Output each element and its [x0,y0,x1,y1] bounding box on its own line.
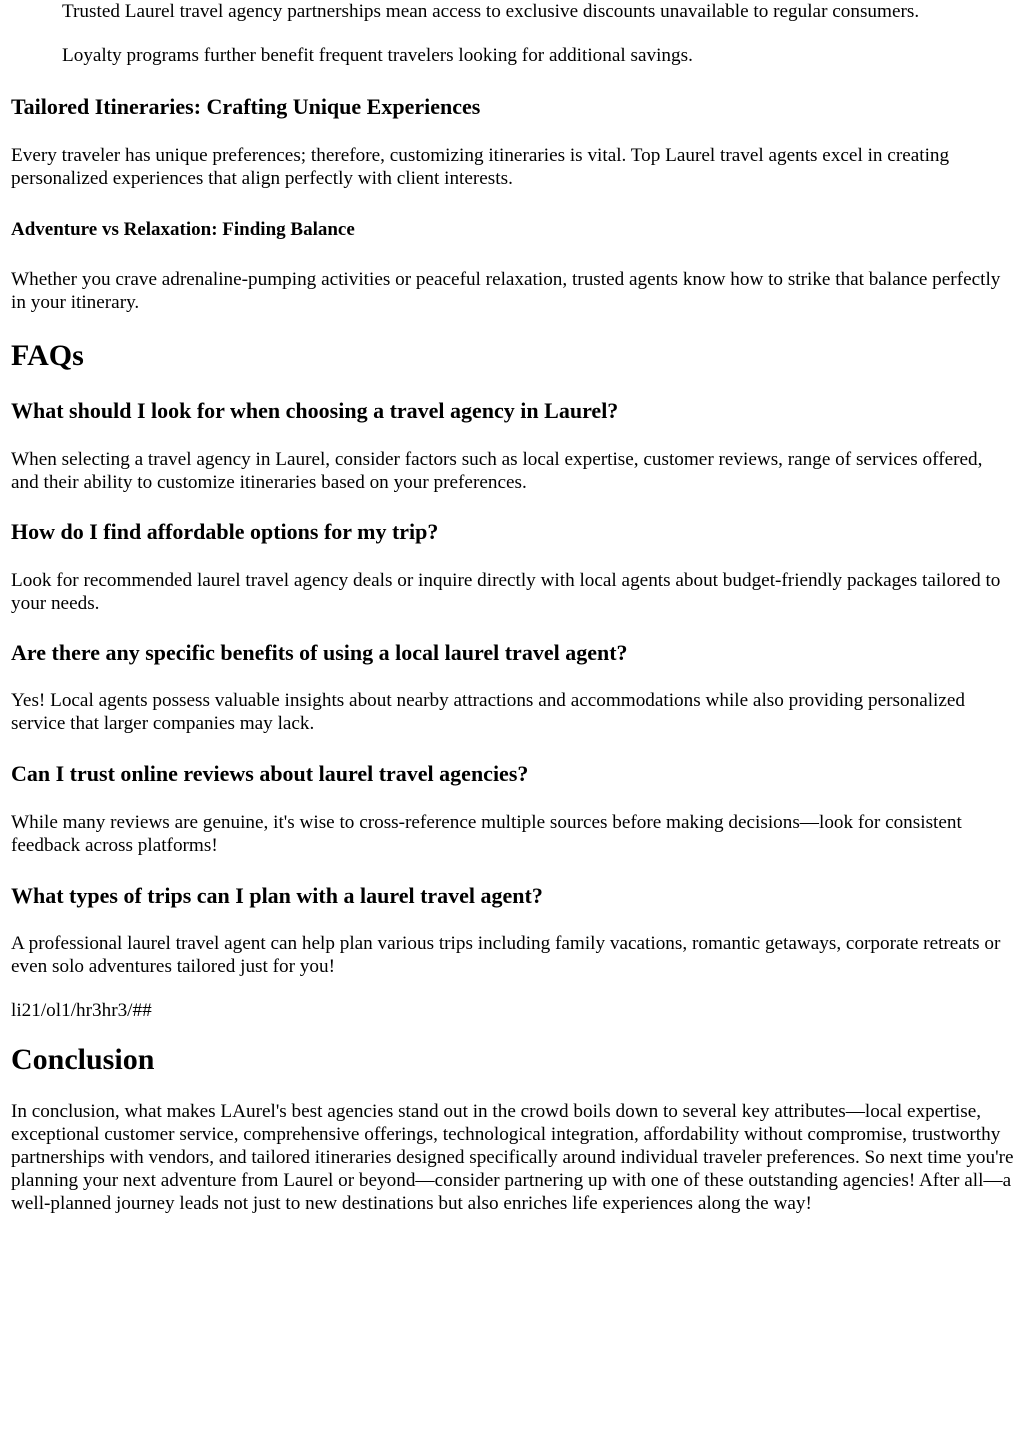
faq-answer: While many reviews are genuine, it's wise to cross-reference multiple sources before making decisions—look for consistent feedback across platforms! [11,812,962,856]
list-item: Loyalty programs further benefit frequent travelers looking for additional savings. [62,45,693,66]
faq-answer: When selecting a travel agency in Laurel, consider factors such as local expertise, customer reviews, range of services offered, and their ability to customize itineraries based on your preferences. [11,449,983,493]
faqs-heading: FAQs [11,339,84,372]
faq-question: Can I trust online reviews about laurel travel agencies? [11,761,529,786]
faq-question: What types of trips can I plan with a laurel travel agent? [11,883,543,908]
tailored-itineraries-heading: Tailored Itineraries: Crafting Unique Experiences [11,94,481,119]
faq-answer: Look for recommended laurel travel agency deals or inquire directly with local agents about budget-friendly packages tailored to your needs. [11,570,1001,614]
faq-question: Are there any specific benefits of using a local laurel travel agent? [11,640,628,665]
faq-answer: A professional laurel travel agent can help plan various trips including family vacations, romantic getaways, corporate retreats or even solo adventures tailored just for you! [11,933,1001,977]
tailored-itineraries-paragraph: Every traveler has unique preferences; therefore, customizing itineraries is vital. Top Laurel travel agents excel in creating personalized experiences that align perfectly with client interests. [11,145,950,189]
conclusion-heading: Conclusion [11,1043,155,1076]
faq-answer: Yes! Local agents possess valuable insights about nearby attractions and accommodations while also providing personalized service that larger companies may lack. [11,690,966,734]
adventure-relaxation-paragraph: Whether you crave adrenaline-pumping activities or peaceful relaxation, trusted agents know how to strike that balance perfectly in your itinerary. [11,269,1001,313]
stray-markup-text: li21/ol1/hr3hr3/## [11,1000,152,1021]
adventure-relaxation-heading: Adventure vs Relaxation: Finding Balance [11,219,355,240]
conclusion-paragraph: In conclusion, what makes LAurel's best agencies stand out in the crowd boils down to several key attributes—local expertise, exceptional customer service, comprehensive offerings, technological integration, affordability without compromise, trustworthy partnerships with vendors, and tailored itineraries designed specifically around individual traveler preferences. So next time you're planning your next adventure from Laurel or beyond—consider partnering up with one of these outstanding agencies! After all—a well-planned journey leads not just to new destinations but also enriches life experiences along the way! [11,1101,1014,1214]
faq-question: What should I look for when choosing a travel agency in Laurel? [11,398,619,423]
faq-question: How do I find affordable options for my trip? [11,519,439,544]
list-item: Trusted Laurel travel agency partnerships mean access to exclusive discounts unavailable to regular consumers. [62,1,920,22]
